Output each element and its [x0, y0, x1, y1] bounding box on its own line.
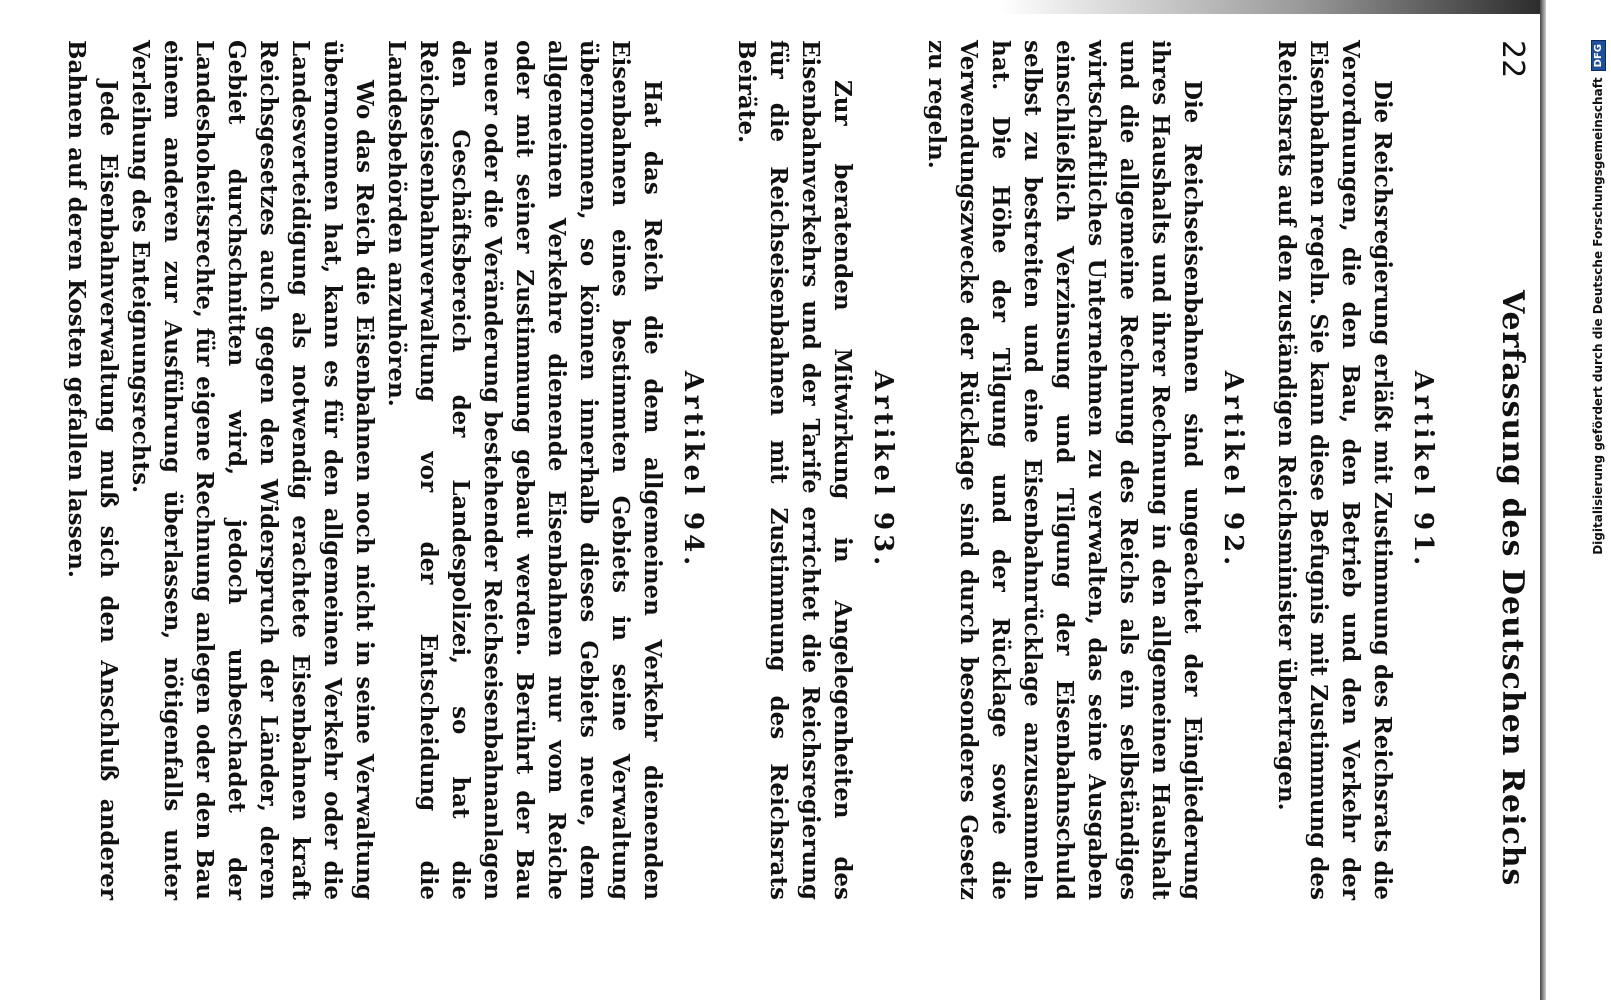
- article-paragraph: Jede Eisenbahnverwaltung muß sich den Anschluß anderer Bahnen auf deren Kosten gefallen lassen.: [63, 40, 122, 900]
- article-92: [920, 40, 1248, 900]
- page-content: [60, 40, 1530, 900]
- running-head: [1460, 40, 1530, 900]
- scan-shadow: [1000, 0, 1545, 14]
- dfg-logo-icon: DFG: [1591, 40, 1606, 71]
- article-heading: Artikel 91.: [1408, 370, 1438, 570]
- article-paragraph: Hat das Reich die dem allgemeinen Verkehr dienenden Eisenbahnen eines bestimmten Gebiets in seine Verwaltung übernommen, so können innerhalb dieses Gebiets neue, dem allgemeinen Verkehre dienende Eisenbahnen nur vom Reiche oder mit seiner Zustimmung gebaut werden. Berührt der Bau neuer oder die Veränderung bestehender Reichseisenbahnanlagen den Geschäftsbereich der Landespolizei, so hat die Reichseisenbahnverwaltung vor der Entscheidung die Landesbehörden anzuhören.: [383, 40, 666, 900]
- article-94: [60, 40, 708, 900]
- page-number: 22: [1495, 40, 1530, 79]
- article-paragraph: Die Reichsregierung erläßt mit Zustimmung des Reichsrats die Verordnungen, die den Bau, den Betrieb und den Verkehr der Eisenbahnen regeln. Sie kann diese Befugnis mit Zustimmung des Reichsrats auf den zuständigen Reichsminister übertragen.: [1273, 40, 1396, 900]
- running-title: Verfassung des Deutschen Reichs: [1495, 290, 1530, 887]
- credit-text-row: [1585, 40, 1611, 960]
- digitization-credit: [1555, 40, 1605, 970]
- article-paragraph: Zur beratenden Mitwirkung in Angelegenheiten des Eisenbahnverkehrs und der Tarife errichtet die Reichsregierung für die Reichseisenbahnen mit Zustimmung des Reichsrats Beiräte.: [733, 40, 856, 900]
- article-heading: Artikel 93.: [868, 370, 898, 570]
- article-91: [1270, 40, 1438, 900]
- scan-edge: [1540, 0, 1546, 1000]
- article-paragraph: Wo das Reich die Eisenbahnen noch nicht in seine Verwaltung übernommen hat, kann es für den allgemeinen Verkehr oder die Landesverteidigung als notwendig erachtete Eisenbahnen kraft Reichsgesetzes auch gegen den Widerspruch der Länder, deren Gebiet durchschnitten wird, jedoch unbeschadet der Landeshoheitsrechte, für eigene Rechnung anlegen oder den Bau einem anderen zur Ausführung überlassen, nötigenfalls unter Verleihung des Enteignungsrechts.: [127, 40, 378, 900]
- article-heading: Artikel 94.: [678, 370, 708, 570]
- article-heading: Artikel 92.: [1218, 370, 1248, 570]
- article-paragraph: Die Reichseisenbahnen sind ungeachtet der Eingliederung ihres Haushalts und ihrer Rechnung in den allgemeinen Haushalt und die allgemeine Rechnung des Reichs als ein selbständiges wirtschaftliches Unternehmen zu verwalten, das seine Ausgaben einschließlich Verzinsung und Tilgung der Eisenbahnschuld selbst zu bestreiten und eine Eisenbahnrücklage anzusammeln hat. Die Höhe der Tilgung und der Rücklage sowie die Verwendungszwecke der Rücklage sind durch besonderes Gesetz zu regeln.: [923, 40, 1206, 900]
- credit-label: Digitalisierung gefördert durch die Deutsche Forschungsgemeinschaft: [1591, 77, 1605, 555]
- article-93: [730, 40, 898, 900]
